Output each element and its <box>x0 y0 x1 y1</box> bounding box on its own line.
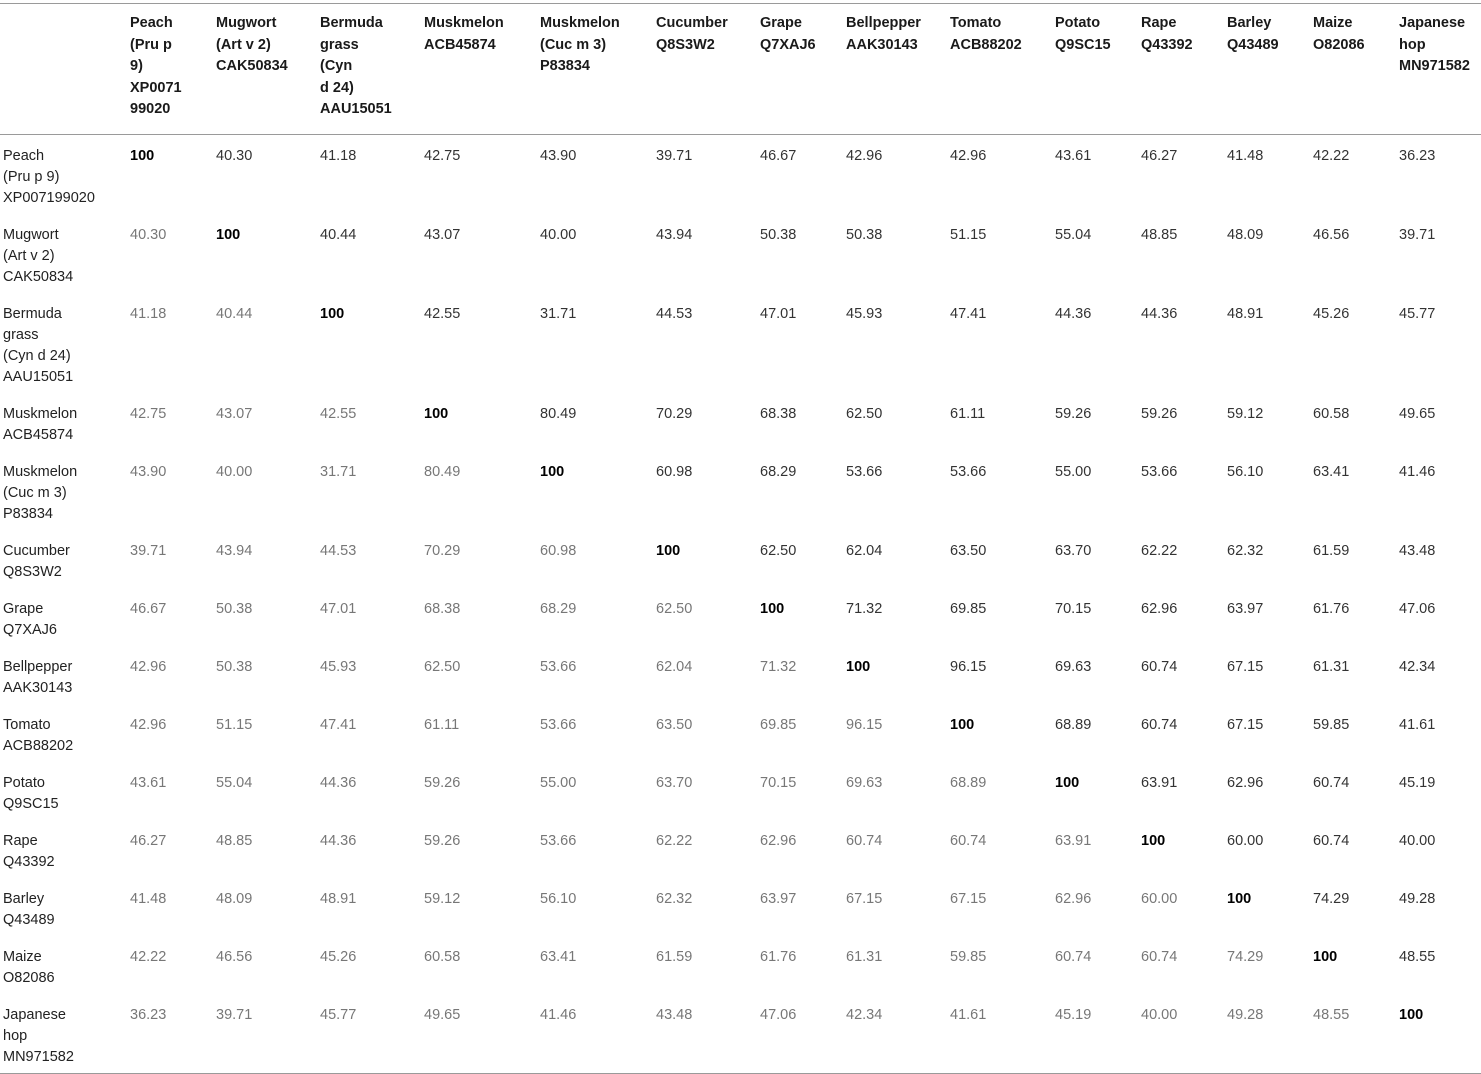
row-header: Potato Q9SC15 <box>3 774 59 812</box>
table-cell: 70.29 <box>424 542 461 559</box>
table-row <box>0 994 1481 1074</box>
table-row <box>0 588 1481 646</box>
table-cell: 60.74 <box>1141 948 1178 965</box>
table-row <box>0 646 1481 704</box>
table-cell: 44.36 <box>1141 305 1178 322</box>
table-cell: 48.55 <box>1313 1006 1350 1023</box>
table-cell: 40.44 <box>216 305 253 322</box>
table-cell: 51.15 <box>950 226 987 243</box>
table-cell: 61.76 <box>760 948 797 965</box>
table-cell: 55.00 <box>1055 463 1092 480</box>
table-cell: 60.58 <box>1313 405 1350 422</box>
table-cell: 44.53 <box>320 542 357 559</box>
table-cell: 42.96 <box>130 716 167 733</box>
table-cell: 43.61 <box>1055 147 1092 164</box>
table-cell: 63.97 <box>760 890 797 907</box>
table-cell: 53.66 <box>540 716 577 733</box>
table-cell: 42.75 <box>130 405 167 422</box>
table-cell: 69.63 <box>1055 658 1092 675</box>
table-cell: 70.15 <box>1055 600 1092 617</box>
column-header: Bellpepper AAK30143 <box>846 15 921 53</box>
table-cell: 51.15 <box>216 716 253 733</box>
table-row <box>0 704 1481 762</box>
column-header: Maize O82086 <box>1313 15 1365 53</box>
table-cell: 59.26 <box>424 832 461 849</box>
table-cell: 63.41 <box>540 948 577 965</box>
table-body <box>0 134 1481 1073</box>
table-cell: 49.28 <box>1399 890 1436 907</box>
table-cell: 62.96 <box>1055 890 1092 907</box>
table-cell: 41.61 <box>1399 716 1436 733</box>
row-header: Tomato ACB88202 <box>3 716 74 754</box>
table-cell: 45.77 <box>1399 305 1436 322</box>
table-cell: 41.48 <box>130 890 167 907</box>
table-cell: 47.06 <box>760 1006 797 1023</box>
table-cell: 60.74 <box>1313 832 1350 849</box>
table-cell: 80.49 <box>540 405 577 422</box>
row-header: Muskmelon ACB45874 <box>3 405 78 443</box>
table-cell: 50.38 <box>216 658 253 675</box>
table-cell: 80.49 <box>424 463 461 480</box>
table-cell: 44.36 <box>1055 305 1092 322</box>
table-cell: 74.29 <box>1313 890 1350 907</box>
table-cell: 60.74 <box>1313 774 1350 791</box>
table-cell: 96.15 <box>846 716 883 733</box>
table-cell: 70.29 <box>656 405 693 422</box>
table-cell: 62.50 <box>760 542 797 559</box>
table-cell: 67.15 <box>1227 716 1264 733</box>
table-cell: 45.77 <box>320 1006 357 1023</box>
table-cell: 53.66 <box>950 463 987 480</box>
table-cell: 56.10 <box>540 890 577 907</box>
table-cell: 40.00 <box>1399 832 1436 849</box>
column-header: Grape Q7XAJ6 <box>760 15 816 53</box>
table-cell: 41.48 <box>1227 147 1264 164</box>
table-cell: 60.98 <box>656 463 693 480</box>
column-header: Rape Q43392 <box>1141 15 1193 53</box>
table-cell: 39.71 <box>656 147 693 164</box>
table-cell: 62.04 <box>846 542 883 559</box>
table-cell: 45.19 <box>1399 774 1436 791</box>
table-cell: 50.38 <box>846 226 883 243</box>
table-cell: 63.70 <box>1055 542 1092 559</box>
column-header: Muskmelon ACB45874 <box>424 15 504 53</box>
table-cell: 59.26 <box>1055 405 1092 422</box>
table-cell: 31.71 <box>320 463 357 480</box>
table-cell: 46.67 <box>760 147 797 164</box>
table-cell: 69.63 <box>846 774 883 791</box>
table-cell: 39.71 <box>1399 226 1436 243</box>
table-cell: 63.70 <box>656 774 693 791</box>
table-cell: 48.85 <box>1141 226 1178 243</box>
table-cell: 50.38 <box>760 226 797 243</box>
table-cell: 44.36 <box>320 832 357 849</box>
row-header: Mugwort (Art v 2) CAK50834 <box>3 226 74 285</box>
table-cell: 46.27 <box>130 832 167 849</box>
table-row <box>0 293 1481 393</box>
diagonal-cell: 100 <box>130 147 155 164</box>
diagonal-cell: 100 <box>424 405 449 422</box>
diagonal-cell: 100 <box>1055 774 1080 791</box>
table-row <box>0 762 1481 820</box>
diagonal-cell: 100 <box>1399 1006 1424 1023</box>
table-cell: 45.93 <box>846 305 883 322</box>
table-row <box>0 936 1481 994</box>
column-header: Tomato ACB88202 <box>950 15 1022 53</box>
diagonal-cell: 100 <box>216 226 241 243</box>
table-cell: 41.46 <box>1399 463 1436 480</box>
table-cell: 42.22 <box>130 948 167 965</box>
column-header: Mugwort (Art v 2) CAK50834 <box>216 15 288 74</box>
table-cell: 68.29 <box>540 600 577 617</box>
table-cell: 47.41 <box>950 305 987 322</box>
table-cell: 63.50 <box>950 542 987 559</box>
table-cell: 59.85 <box>950 948 987 965</box>
table-cell: 36.23 <box>1399 147 1436 164</box>
table-cell: 60.00 <box>1227 832 1264 849</box>
table-cell: 45.19 <box>1055 1006 1092 1023</box>
table-cell: 67.15 <box>1227 658 1264 675</box>
table-cell: 60.58 <box>424 948 461 965</box>
row-header: Grape Q7XAJ6 <box>3 600 57 638</box>
table-cell: 48.09 <box>1227 226 1264 243</box>
table-cell: 42.96 <box>130 658 167 675</box>
table-cell: 71.32 <box>846 600 883 617</box>
table-cell: 69.85 <box>950 600 987 617</box>
column-header: Muskmelon (Cuc m 3) P83834 <box>540 15 620 74</box>
table-cell: 62.32 <box>1227 542 1264 559</box>
table-cell: 61.31 <box>846 948 883 965</box>
table-cell: 43.07 <box>216 405 253 422</box>
identity-matrix-table <box>0 3 1481 1074</box>
table-cell: 46.27 <box>1141 147 1178 164</box>
table-cell: 61.31 <box>1313 658 1350 675</box>
table-cell: 50.38 <box>216 600 253 617</box>
table-cell: 62.96 <box>1141 600 1178 617</box>
table-cell: 55.04 <box>1055 226 1092 243</box>
table-cell: 55.00 <box>540 774 577 791</box>
table-cell: 48.91 <box>1227 305 1264 322</box>
diagonal-cell: 100 <box>950 716 975 733</box>
table-cell: 48.85 <box>216 832 253 849</box>
table-cell: 48.91 <box>320 890 357 907</box>
table-row <box>0 393 1481 451</box>
table-cell: 68.38 <box>424 600 461 617</box>
table-cell: 68.89 <box>1055 716 1092 733</box>
table-cell: 43.94 <box>656 226 693 243</box>
table-cell: 60.74 <box>1141 716 1178 733</box>
table-cell: 42.96 <box>846 147 883 164</box>
table-cell: 46.56 <box>1313 226 1350 243</box>
table-cell: 63.50 <box>656 716 693 733</box>
table-cell: 42.75 <box>424 147 461 164</box>
table-cell: 45.26 <box>320 948 357 965</box>
diagonal-cell: 100 <box>656 542 681 559</box>
column-header: Potato Q9SC15 <box>1055 15 1111 53</box>
table-cell: 53.66 <box>540 832 577 849</box>
table-cell: 42.55 <box>424 305 461 322</box>
table-row <box>0 878 1481 936</box>
corner-header-cell <box>0 4 126 135</box>
table-cell: 43.07 <box>424 226 461 243</box>
table-cell: 60.74 <box>950 832 987 849</box>
table-cell: 39.71 <box>130 542 167 559</box>
table-cell: 41.18 <box>320 147 357 164</box>
table-cell: 40.00 <box>1141 1006 1178 1023</box>
table-cell: 42.34 <box>846 1006 883 1023</box>
table-cell: 62.50 <box>846 405 883 422</box>
table-cell: 40.00 <box>216 463 253 480</box>
table-cell: 43.90 <box>130 463 167 480</box>
column-header: Bermuda grass (Cyn d 24) AAU15051 <box>320 15 392 117</box>
table-row <box>0 134 1481 214</box>
table-cell: 43.94 <box>216 542 253 559</box>
table-cell: 36.23 <box>130 1006 167 1023</box>
table-cell: 62.96 <box>1227 774 1264 791</box>
table-cell: 62.22 <box>1141 542 1178 559</box>
table-cell: 59.12 <box>1227 405 1264 422</box>
table-cell: 62.50 <box>424 658 461 675</box>
table-cell: 68.29 <box>760 463 797 480</box>
table-row <box>0 214 1481 293</box>
table-cell: 47.41 <box>320 716 357 733</box>
table-cell: 49.65 <box>1399 405 1436 422</box>
table-cell: 47.01 <box>760 305 797 322</box>
table-cell: 31.71 <box>540 305 577 322</box>
table-cell: 60.74 <box>846 832 883 849</box>
row-header: Bellpepper AAK30143 <box>3 658 73 696</box>
row-header: Muskmelon (Cuc m 3) P83834 <box>3 463 78 522</box>
table-cell: 53.66 <box>540 658 577 675</box>
table-cell: 46.56 <box>216 948 253 965</box>
row-header: Peach (Pru p 9) XP007199020 <box>3 147 95 206</box>
row-header: Barley Q43489 <box>3 890 55 928</box>
diagonal-cell: 100 <box>540 463 565 480</box>
table-cell: 43.48 <box>656 1006 693 1023</box>
table-header-row <box>0 4 1481 135</box>
table-cell: 71.32 <box>760 658 797 675</box>
table-cell: 41.18 <box>130 305 167 322</box>
table-cell: 59.26 <box>1141 405 1178 422</box>
table-cell: 61.76 <box>1313 600 1350 617</box>
table-cell: 53.66 <box>846 463 883 480</box>
table-cell: 48.09 <box>216 890 253 907</box>
row-header: Bermuda grass (Cyn d 24) AAU15051 <box>3 305 74 385</box>
table-cell: 45.26 <box>1313 305 1350 322</box>
table-cell: 53.66 <box>1141 463 1178 480</box>
table-cell: 59.85 <box>1313 716 1350 733</box>
table-cell: 60.74 <box>1055 948 1092 965</box>
diagonal-cell: 100 <box>1313 948 1338 965</box>
row-header: Rape Q43392 <box>3 832 55 870</box>
table-cell: 60.00 <box>1141 890 1178 907</box>
table-cell: 63.91 <box>1055 832 1092 849</box>
row-header: Japanese hop MN971582 <box>3 1006 74 1065</box>
column-header: Cucumber Q8S3W2 <box>656 15 728 53</box>
column-header: Barley Q43489 <box>1227 15 1279 53</box>
table-cell: 40.30 <box>216 147 253 164</box>
table-cell: 61.59 <box>656 948 693 965</box>
table-cell: 49.28 <box>1227 1006 1264 1023</box>
table-cell: 43.61 <box>130 774 167 791</box>
table-cell: 39.71 <box>216 1006 253 1023</box>
table-cell: 47.06 <box>1399 600 1436 617</box>
table-cell: 62.96 <box>760 832 797 849</box>
table-cell: 69.85 <box>760 716 797 733</box>
row-header: Maize O82086 <box>3 948 55 986</box>
table-cell: 42.55 <box>320 405 357 422</box>
table-cell: 60.98 <box>540 542 577 559</box>
table-cell: 44.36 <box>320 774 357 791</box>
table-cell: 61.11 <box>950 405 986 422</box>
diagonal-cell: 100 <box>760 600 785 617</box>
table-cell: 59.26 <box>424 774 461 791</box>
table-row <box>0 820 1481 878</box>
identity-matrix-table-wrapper <box>0 3 1481 1074</box>
table-cell: 62.32 <box>656 890 693 907</box>
table-cell: 43.90 <box>540 147 577 164</box>
table-cell: 42.22 <box>1313 147 1350 164</box>
table-cell: 62.50 <box>656 600 693 617</box>
diagonal-cell: 100 <box>320 305 345 322</box>
table-cell: 43.48 <box>1399 542 1436 559</box>
table-cell: 42.34 <box>1399 658 1436 675</box>
table-cell: 49.65 <box>424 1006 461 1023</box>
table-cell: 60.74 <box>1141 658 1178 675</box>
table-cell: 55.04 <box>216 774 253 791</box>
table-cell: 70.15 <box>760 774 797 791</box>
table-cell: 68.38 <box>760 405 797 422</box>
table-cell: 46.67 <box>130 600 167 617</box>
table-cell: 56.10 <box>1227 463 1264 480</box>
table-cell: 68.89 <box>950 774 987 791</box>
table-cell: 67.15 <box>846 890 883 907</box>
table-row <box>0 451 1481 530</box>
table-cell: 47.01 <box>320 600 357 617</box>
diagonal-cell: 100 <box>1227 890 1252 907</box>
table-cell: 96.15 <box>950 658 987 675</box>
table-cell: 48.55 <box>1399 948 1436 965</box>
table-cell: 61.59 <box>1313 542 1350 559</box>
table-cell: 62.04 <box>656 658 693 675</box>
column-header: Peach (Pru p 9) XP0071 99020 <box>130 15 182 117</box>
table-cell: 61.11 <box>424 716 460 733</box>
diagonal-cell: 100 <box>1141 832 1166 849</box>
row-header: Cucumber Q8S3W2 <box>3 542 70 580</box>
table-cell: 62.22 <box>656 832 693 849</box>
table-cell: 63.91 <box>1141 774 1178 791</box>
table-cell: 40.00 <box>540 226 577 243</box>
table-cell: 41.61 <box>950 1006 987 1023</box>
table-cell: 40.44 <box>320 226 357 243</box>
table-cell: 42.96 <box>950 147 987 164</box>
table-cell: 59.12 <box>424 890 461 907</box>
diagonal-cell: 100 <box>846 658 871 675</box>
table-cell: 67.15 <box>950 890 987 907</box>
table-cell: 63.97 <box>1227 600 1264 617</box>
table-cell: 74.29 <box>1227 948 1264 965</box>
table-cell: 41.46 <box>540 1006 577 1023</box>
table-cell: 44.53 <box>656 305 693 322</box>
table-cell: 63.41 <box>1313 463 1350 480</box>
table-row <box>0 530 1481 588</box>
table-cell: 45.93 <box>320 658 357 675</box>
column-header: Japanese hop MN971582 <box>1399 15 1470 74</box>
table-cell: 40.30 <box>130 226 167 243</box>
